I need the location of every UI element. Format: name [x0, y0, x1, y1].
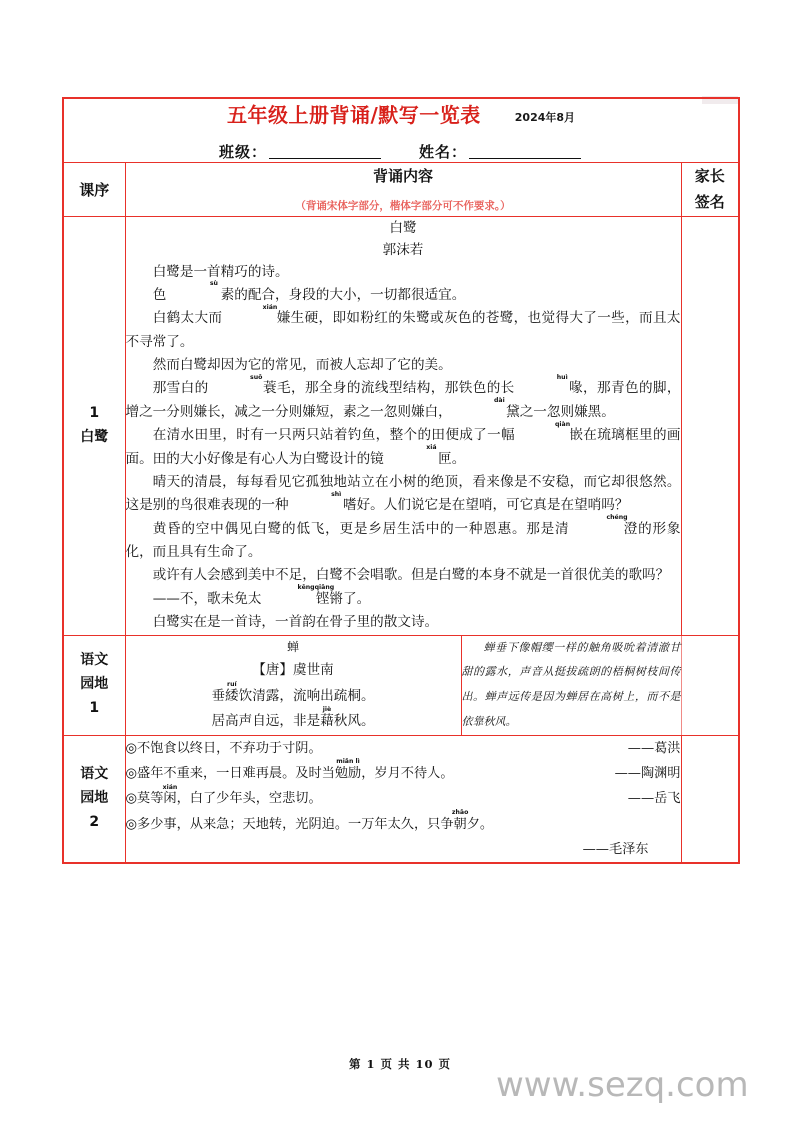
lesson-content-bailu	[125, 216, 681, 635]
poem-author: 郭沫若	[382, 241, 424, 258]
lesson-label-line: 园地	[80, 789, 109, 806]
quote-text: ◎莫等 xián 闲，白了少年头，空悲切。	[125, 783, 322, 807]
poem-heading	[126, 217, 681, 261]
col-header-parent-sign-line2: 签名	[694, 193, 725, 212]
paragraph: 或许有人会感到美中不足，白鹭不会唱歌。但是白鹭的本身不就是一首很优美的歌吗？	[152, 567, 670, 584]
quote-list	[125, 735, 681, 863]
paragraph: 那雪白的 suō 蓑毛，那全身的流线型结构，那铁色的长 huì 喙，那青色的脚，增之一分则嫌长，减之一分则嫌短，素之一忽则嫌白， dài 黛之一忽则嫌黑。	[125, 373, 681, 420]
parent-signature-cell[interactable]	[681, 735, 739, 863]
name-label: 姓名：	[419, 143, 468, 161]
col-header-parent-sign-line1: 家长	[694, 167, 725, 185]
quote-author: ——陶渊明	[614, 765, 681, 781]
name-input-blank[interactable]	[469, 158, 581, 159]
table-row	[63, 635, 739, 735]
page-footer: 第 1 页 共 10 页	[348, 1057, 452, 1071]
paragraph: 白鹭实在是一首诗，一首韵在骨子里的散文诗。	[152, 614, 439, 631]
table-row	[63, 216, 739, 635]
col-header-lesson-order-label: 课序	[79, 180, 110, 199]
title-date: 2024年8月	[514, 110, 576, 124]
list-item	[126, 736, 681, 761]
col-header-lesson-order	[63, 163, 125, 217]
lesson-label-yuwenyuandi-1	[63, 635, 125, 735]
table-header-band	[63, 98, 739, 163]
shi-poem-pane	[125, 635, 461, 735]
lesson-label-bailu	[63, 216, 125, 635]
lesson-label-line: 2	[89, 813, 100, 830]
quote-text: ◎不饱食以终日，不弃功于寸阴。	[125, 740, 322, 756]
paragraph: 晴天的清晨，每每看见它孤独地站立在小树的绝顶，看来像是不安稳，而它却很悠然。这是别的鸟很难表现的一种 shì 嗜好。人们说它是在望哨，可它真是在望哨吗？	[125, 473, 681, 514]
poem-title: 白鹭	[389, 219, 417, 236]
shi-title: 蝉	[286, 640, 299, 655]
shi-translation: 蝉垂下像帽缨一样的触角吸吮着清澈甘甜的露水，声音从挺拔疏朗的梧桐树枝间传出。蝉声远传是因为蝉居在高树上，而不是依靠秋风。	[461, 640, 681, 728]
lesson-label-line: 语文	[80, 652, 109, 669]
paragraph: 然而白鹭却因为它的常见，而被人忘却了它的美。	[152, 357, 452, 374]
lesson-number: 1	[89, 404, 100, 421]
list-item	[125, 783, 681, 811]
paragraph: ——不，歌未免太 kēngqiāng 铿锵了。	[152, 584, 371, 607]
quote-author: ——葛洪	[627, 740, 681, 756]
page-title: 五年级上册背诵/默写一览表	[226, 103, 481, 127]
student-identity-line	[64, 141, 738, 162]
title-cell	[63, 98, 739, 163]
parent-signature-cell[interactable]	[681, 635, 739, 735]
quote-author-standalone: ——毛泽东	[582, 841, 649, 857]
class-label: 班级：	[219, 143, 268, 161]
list-item	[125, 758, 681, 786]
quote-text: ◎盛年不重来，一日难再晨。及时当 miǎn lì 勉励，岁月不待人。	[125, 758, 454, 781]
column-header-row	[63, 163, 739, 217]
recitation-table	[62, 97, 740, 864]
paragraph: 白鹤太大而 xián 嫌生硬，即如粉红的朱鹭或灰色的苍鹭，也觉得大了一些，而且太不寻常了。	[125, 303, 681, 350]
list-item	[125, 809, 681, 837]
watermark: www.sezq.com	[496, 1065, 749, 1105]
quote-author: ——岳飞	[627, 791, 681, 807]
lesson-label-line: 园地	[80, 676, 109, 693]
lesson-label-line: 语文	[80, 766, 109, 783]
shi-author: 【唐】虞世南	[252, 662, 334, 679]
lesson-label-line: 1	[89, 699, 100, 716]
shi-line: 垂 ruí 緌饮清露，流响出疏桐。	[211, 681, 375, 704]
col-header-parent-sign	[681, 163, 739, 217]
class-input-blank[interactable]	[269, 158, 381, 159]
paragraph: 在清水田里，时有一只两只站着钓鱼，整个的田便成了一幅 qiàn 嵌在琉璃框里的画面。田的大小好像是有心人为白鹭设计的镜 xiá 匣。	[125, 420, 681, 467]
col-header-content-note: （背诵宋体字部分，楷体字部分可不作要求。）	[295, 200, 511, 213]
shi-translation-pane	[461, 635, 681, 735]
title-line	[64, 99, 738, 128]
lesson-label-yuwenyuandi-2	[63, 735, 125, 863]
shi-line: 居高声自远，非是 jiè 藉秋风。	[211, 706, 375, 729]
col-header-content	[125, 163, 681, 217]
quote-text: ◎多少事，从来急；天地转，光阴迫。一万年太久，只争 zhāo 朝夕。	[125, 809, 494, 832]
table-row	[63, 735, 739, 863]
paragraph: 黄昏的空中偶见白鹭的低飞，更是乡居生活中的一种恩惠。那是清 chéng 澄的形象化，而且具有生命了。	[125, 514, 681, 561]
parent-signature-cell[interactable]	[681, 216, 739, 635]
col-header-content-label: 背诵内容	[372, 167, 433, 186]
paragraph: 白鹭是一首精巧的诗。	[152, 263, 289, 280]
paragraph: 色 sù 素的配合，身段的大小，一切都很适宜。	[152, 280, 466, 303]
lesson-name: 白鹭	[80, 428, 109, 445]
